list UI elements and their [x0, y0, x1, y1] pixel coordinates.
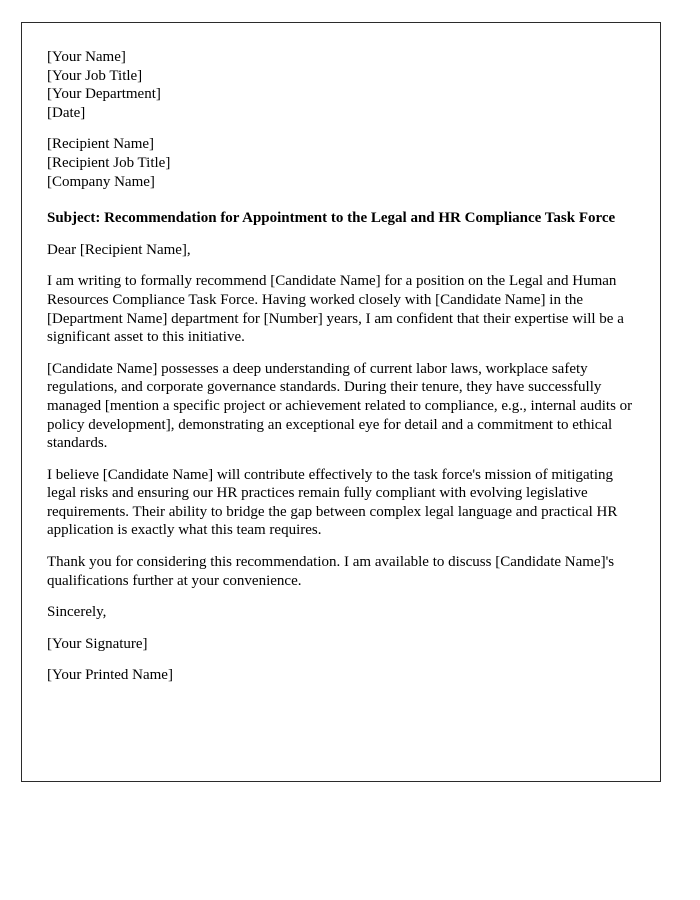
subject-line: Subject: Recommendation for Appointment to the Legal and HR Compliance Task Force	[47, 210, 616, 227]
sender-job-title: [Your Job Title]	[47, 67, 143, 84]
salutation: Dear [Recipient Name],	[47, 241, 191, 258]
body-paragraph-2: [Candidate Name] possesses a deep understanding of current labor laws, workplace safety regulations, and corporate governance standards. During their tenure, they have successfully managed [mention a specific project or achievement related to compliance, e.g., internal audits or policy development], demonstrating an exceptional eye for detail and a commitment to ethical standards.	[47, 360, 633, 452]
recipient-address-block	[47, 135, 635, 191]
recipient-job-title: [Recipient Job Title]	[47, 154, 171, 171]
letter-date: [Date]	[47, 104, 86, 121]
body-paragraph-4: Thank you for considering this recommendation. I am available to discuss [Candidate Name]'s qualifications further at your convenience.	[47, 554, 615, 589]
letter-body	[22, 23, 660, 685]
sender-address-block	[47, 48, 635, 122]
sender-department: [Your Department]	[47, 86, 161, 103]
body-paragraph-1: I am writing to formally recommend [Candidate Name] for a position on the Legal and Human Resources Compliance Task Force. Having worked closely with [Candidate Name] in the [Department Name] department for [Number] years, I am confident that their expertise will be a significant asset to this initiative.	[47, 273, 624, 346]
signature-placeholder: [Your Signature]	[47, 635, 148, 652]
closing-salutation: Sincerely,	[47, 604, 107, 621]
printed-name-placeholder: [Your Printed Name]	[47, 667, 173, 684]
recipient-company-name: [Company Name]	[47, 173, 155, 190]
body-paragraph-3: I believe [Candidate Name] will contribute effectively to the task force's mission of mitigating legal risks and ensuring our HR practices remain fully compliant with evolving legislative requirements. Their ability to bridge the gap between complex legal language and practical HR application is exactly what this team requires.	[47, 466, 618, 539]
document-page	[21, 22, 661, 782]
sender-name: [Your Name]	[47, 49, 126, 65]
recipient-name: [Recipient Name]	[47, 136, 155, 153]
